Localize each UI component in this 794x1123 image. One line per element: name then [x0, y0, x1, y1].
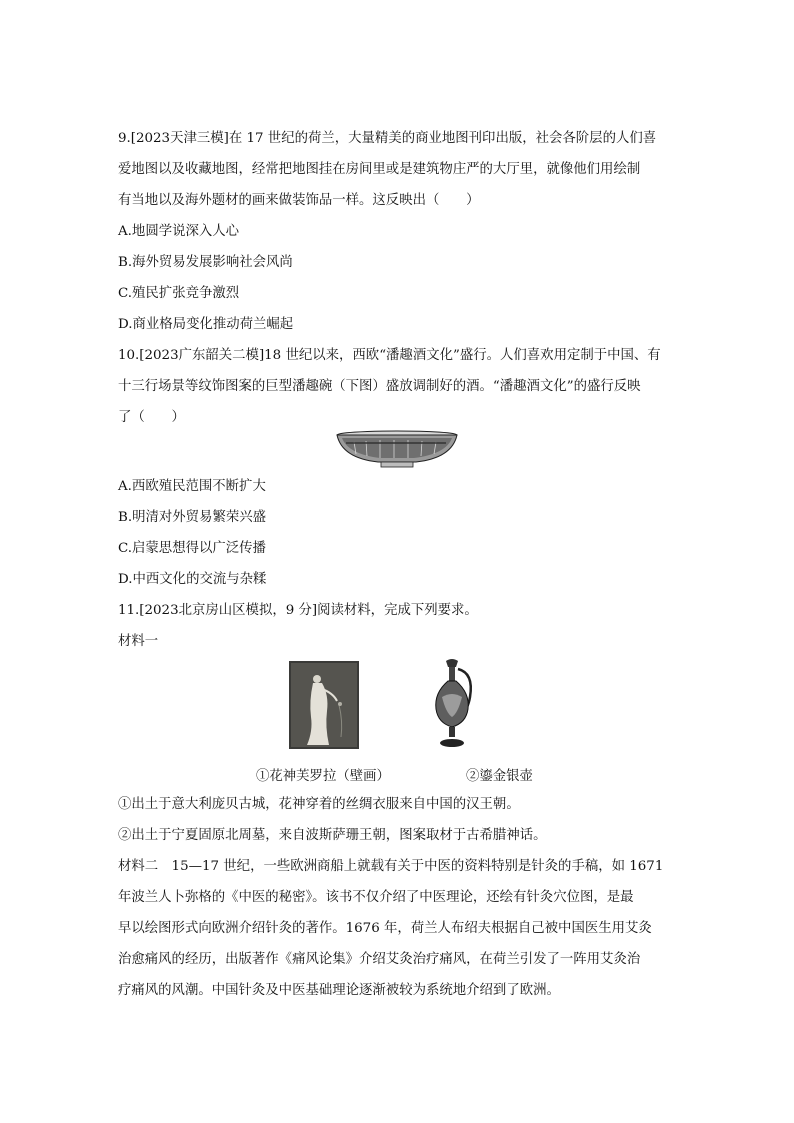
q10-stem-line-2: 十三行场景等纹饰图案的巨型潘趣碗（下图）盛放调制好的酒。“潘趣酒文化”的盛行反映 — [118, 379, 641, 394]
q9-stem-line-1: 9.[2023天津三模]在 17 世纪的荷兰，大量精美的商业地图刊印出版，社会各阶层的人们喜 — [118, 131, 657, 146]
q10-option-b: B.明清对外贸易繁荣兴盛 — [118, 510, 267, 525]
material2-line-3: 早以绘图形式向欧洲介绍针灸的著作。1676 年，荷兰人布绍夫根据自己被中国医生用艾灸 — [118, 921, 652, 936]
material2-line-2: 年波兰人卜弥格的《中医的秘密》。该书不仅介绍了中医理论，还绘有针灸穴位图，是最 — [118, 890, 634, 905]
q9-stem-line-3: 有当地以及海外题材的画来做装饰品一样。这反映出（ ） — [118, 193, 480, 208]
flora-fresco-image — [289, 661, 359, 749]
q11-title: 11.[2023北京房山区模拟，9 分]阅读材料，完成下列要求。 — [118, 603, 478, 618]
fig2-caption: ②鎏金银壶 — [466, 769, 533, 784]
q10-option-d: D.中西文化的交流与杂糅 — [118, 572, 267, 587]
q10-stem-line-3: 了（ ） — [118, 410, 185, 425]
q10-option-c: C.启蒙思想得以广泛传播 — [118, 541, 266, 556]
material1-note-1: ①出土于意大利庞贝古城，花神穿着的丝绸衣服来自中国的汉王朝。 — [118, 797, 520, 812]
gilt-silver-ewer-image — [428, 657, 476, 751]
q9-option-c: C.殖民扩张竞争激烈 — [118, 286, 240, 301]
q9-option-b: B.海外贸易发展影响社会风尚 — [118, 255, 293, 270]
q10-stem-line-1: 10.[2023广东韶关二模]18 世纪以来，西欧“潘趣酒文化”盛行。人们喜欢用定制于中国、有 — [118, 348, 661, 363]
material2-line-1: 材料二 15—17 世纪，一些欧洲商船上就载有关于中医的资料特别是针灸的手稿，如 1671 — [118, 859, 664, 874]
q9-stem-line-2: 爱地图以及收藏地图，经常把地图挂在房间里或是建筑物庄严的大厅里，就像他们用绘制 — [118, 162, 641, 177]
q10-option-a: A.西欧殖民范围不断扩大 — [118, 479, 266, 494]
fig1-caption: ①花神芙罗拉（壁画） — [256, 769, 390, 784]
material1-note-2: ②出土于宁夏固原北周墓，来自波斯萨珊王朝，图案取材于古希腊神话。 — [118, 828, 547, 843]
punch-bowl-image — [334, 430, 460, 470]
material1-label: 材料一 — [118, 634, 159, 649]
material2-line-4: 治愈痛风的经历，出版著作《痛风论集》介绍艾灸治疗痛风，在荷兰引发了一阵用艾灸治 — [118, 952, 641, 967]
q9-option-d: D.商业格局变化推动荷兰崛起 — [118, 317, 294, 332]
material2-line-5: 疗痛风的风潮。中国针灸及中医基础理论逐渐被较为系统地介绍到了欧洲。 — [118, 983, 560, 998]
q9-option-a: A.地圆学说深入人心 — [118, 224, 240, 239]
